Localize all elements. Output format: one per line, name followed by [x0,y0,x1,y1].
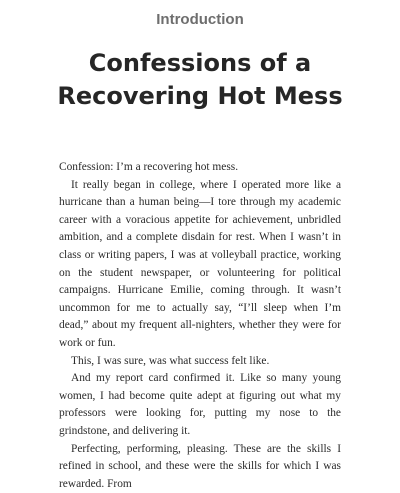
body-text [59,159,341,493]
paragraph-2: It really began in college, where I operated more like a hurricane than a human being—I tore through my academic career with a voracious appetite for achievement, unbridled ambition, and a complete disdain for rest. When I wasn’t in class or writing papers, I was at volleyball practice, working on the student newspaper, or volunteering for political campaigns. Hurricane Emilie, coming through. It wasn’t uncommon for me to actually say, “I’ll sleep when I’m dead,” about my frequent all-nighters, whether they were for work or fun. [59,177,341,353]
section-label: Introduction [0,11,400,28]
paragraph-5: Perfecting, performing, pleasing. These are the skills I refined in school, and these were the skills for which I was rewarded. From [59,441,341,493]
chapter-title [0,47,400,113]
chapter-title-line-2: Recovering Hot Mess [0,80,400,113]
chapter-title-line-1: Confessions of a [0,47,400,80]
paragraph-3: This, I was sure, was what success felt like. [59,353,341,371]
paragraph-4: And my report card confirmed it. Like so many young women, I had become quite adept at figuring out what my professors were looking for, putting my nose to the grindstone, and delivering it. [59,370,341,440]
paragraph-1: Confession: I’m a recovering hot mess. [59,159,341,177]
